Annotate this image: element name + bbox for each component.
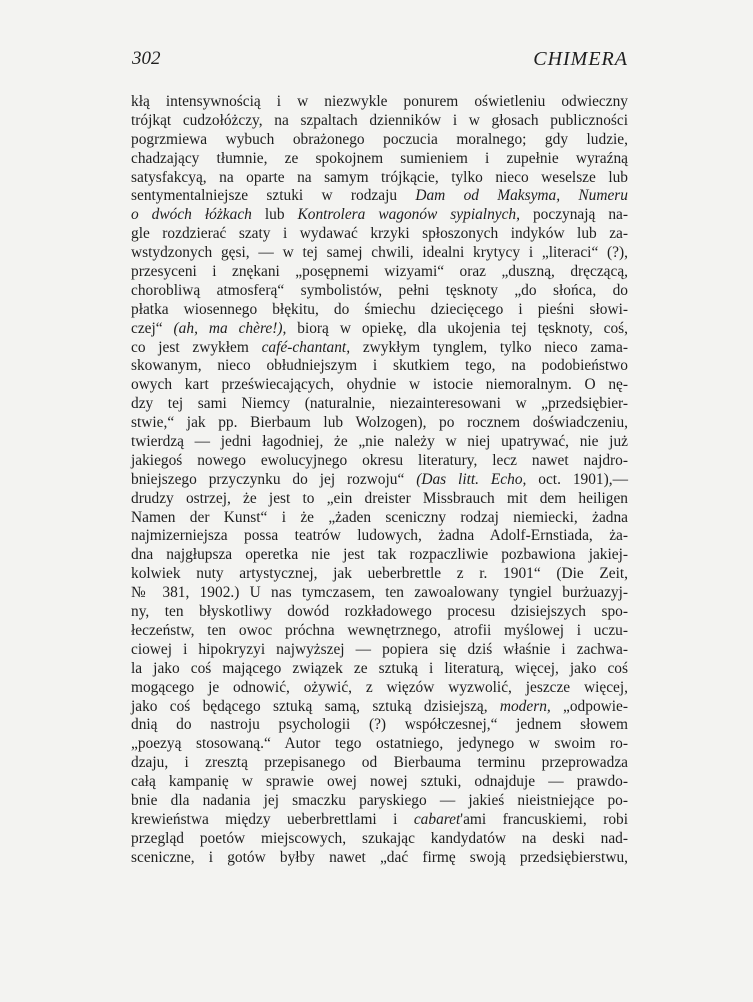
text-line — [131, 206, 628, 225]
text-segment: „odpowie- — [550, 697, 628, 715]
text-line — [131, 320, 628, 339]
text-segment: skowanym, nieco obłudniejszym i skutkiem tego, na podobieństwo — [131, 357, 628, 375]
italic-text: café-chantant, — [261, 338, 351, 356]
text-segment: krewieństwa między ueberbrettlami i — [131, 810, 414, 828]
text-line — [131, 471, 628, 490]
text-line — [131, 698, 628, 717]
text-segment: przesyceni i znękani „posępnemi wizyami“ oraz „duszną, dręczącą, — [131, 263, 628, 281]
text-segment: № 381, 1902.) U nas tymczasem, ten zawoalowany tyngiel burżuazyj- — [131, 584, 628, 602]
text-line — [131, 187, 628, 206]
text-segment: stwie,“ jak pp. Bierbaum lub Wolzogen), po rocznem doświadczeniu, — [131, 414, 628, 432]
italic-text: o dwóch łóżkach — [131, 206, 252, 224]
text-segment: kłą intensywnością i w niezwykle ponurem oświetleniu odwieczny — [131, 93, 628, 110]
text-line — [131, 527, 628, 546]
text-segment: jakiegoś nowego ewolucyjnego okresu literatury, lecz nawet najdro- — [131, 451, 628, 469]
text-line — [131, 263, 628, 282]
text-segment: bnie dla nadania jej smaczku paryskiego — jakieś nieistniejące po- — [131, 791, 628, 809]
text-line — [131, 622, 628, 641]
text-segment: pogrzmiewa wybuch obrażonego poczucia moralnego; gdy ludzie, — [131, 130, 628, 148]
text-segment: lub — [251, 206, 298, 224]
text-segment: poczynają na- — [519, 206, 628, 224]
text-line — [131, 603, 628, 622]
text-segment: sceniczne, i gotów byłby nawet „dać firmę swoją przedsiębierstwu, — [131, 848, 628, 866]
text-line — [131, 376, 628, 395]
text-segment: 'ami francuskiemi, robi — [460, 810, 629, 828]
text-line — [131, 414, 628, 433]
text-line — [131, 112, 628, 131]
italic-text: Kontrolera wagonów sypialnych, — [297, 206, 520, 224]
text-line — [131, 357, 628, 376]
body-text — [131, 93, 628, 868]
italic-text: cabaret — [413, 810, 461, 828]
text-segment: Namen der Kunst“ i że „żaden sceniczny rodzaj niemiecki, żadna — [131, 508, 628, 526]
text-segment: zwykłym tynglem, tylko nieco zama- — [350, 338, 628, 356]
text-segment: mogącego je odnowić, ożywić, z więzów wyzwolić, jeszcze więcej, — [131, 678, 628, 696]
text-line — [131, 339, 628, 358]
text-segment: wstydzonych gęsi, — w tej samej chwili, idealni krytycy i „literaci“ (?), — [131, 244, 628, 262]
text-line — [131, 93, 628, 112]
text-line — [131, 754, 628, 773]
text-line — [131, 225, 628, 244]
italic-text: (ah, ma chère!), — [173, 319, 287, 337]
text-line — [131, 452, 628, 471]
text-segment: całą kampanię w sprawie owej nowej sztuki, odnajduje — prawdo- — [131, 773, 628, 791]
text-line — [131, 660, 628, 679]
text-line — [131, 131, 628, 150]
text-line — [131, 811, 628, 830]
text-segment: chadzający tłumnie, ze spokojnem sumieniem i zupełnie wyraźną — [131, 149, 628, 167]
text-segment: bniejszego przyczynku do jej rozwoju“ — [131, 470, 417, 488]
text-line — [131, 433, 628, 452]
text-segment: jako coś będącego sztuką samą, sztuką dzisiejszą, — [131, 697, 500, 715]
text-segment: najmizerniejsza possa teatrów ludowych, żadna Adolf-Ernstiada, ża- — [131, 527, 628, 545]
text-segment: twierdzą — jedni łagodniej, że „nie należy w niej upatrywać, nie już — [131, 433, 628, 451]
text-segment: chorobliwą atmosferą“ symbolistów, pełni tęsknoty „do słońca, do — [131, 281, 628, 299]
text-segment: biorą w opiekę, dla ukojenia tej tęsknoty, coś, — [286, 319, 628, 337]
text-segment: oct. 1901),— — [526, 470, 628, 488]
text-line — [131, 679, 628, 698]
text-segment: sentymentalniejsze sztuki w rodzaju — [131, 187, 416, 205]
text-segment: przegląd poetów miejscowych, szukając kandydatów na deski nad- — [131, 829, 628, 847]
text-segment: ciowej i hipokryzyi najwyższej — popiera się dziś właśnie i zachwa- — [131, 640, 628, 658]
running-title: CHIMERA — [533, 48, 628, 70]
text-segment: dnią do nastroju psychologii (?) współczesnej,“ jednem słowem — [131, 716, 628, 734]
text-segment: ny, ten błyskotliwy dowód rozkładowego procesu dzisiejszych spo- — [131, 603, 628, 621]
text-segment: „poezyą stosowaną.“ Autor tego ostatniego, jedynego w swoim ro- — [131, 735, 628, 753]
text-line — [131, 395, 628, 414]
text-segment: czej“ — [131, 319, 174, 337]
text-line — [131, 584, 628, 603]
text-line — [131, 169, 628, 188]
text-line — [131, 244, 628, 263]
text-line — [131, 830, 628, 849]
text-line — [131, 490, 628, 509]
text-line — [131, 792, 628, 811]
text-segment: la jako coś mającego związek ze sztuką i literaturą, więcej, jako coś — [131, 659, 628, 677]
italic-text: (Das litt. Echo, — [416, 470, 527, 488]
text-segment: owych kart przeświecających, ohydnie w istocie niemoralnym. O nę- — [131, 376, 628, 394]
text-line — [131, 150, 628, 169]
text-segment: łeczeństw, ten owoc próchna wewnętrznego, atrofii myślowej i uczu- — [131, 621, 628, 639]
text-line — [131, 565, 628, 584]
text-line — [131, 773, 628, 792]
text-segment: drudzy ostrzej, że jest to „ein dreister Missbrauch mit dem heiligen — [131, 489, 628, 507]
text-line — [131, 301, 628, 320]
text-segment: gle rozdzierać szaty i wydawać krzyki spłoszonych indyków lub za- — [131, 225, 628, 243]
text-segment: satysfakcyą, na oparte na samym trójkącie, tylko nieco weselsze lub — [131, 168, 628, 186]
text-segment: dzaju, i zresztą przepisanego od Bierbauma terminu przeprowadza — [131, 754, 628, 772]
text-segment: co jest zwykłem — [131, 338, 262, 356]
italic-text: modern, — [499, 697, 551, 715]
text-line — [131, 282, 628, 301]
text-segment: płatka wiosennego błękitu, do śmiechu dziecięcego i pieśni słowi- — [131, 300, 628, 318]
text-line — [131, 509, 628, 528]
page-number: 302 — [132, 48, 161, 69]
text-line — [131, 735, 628, 754]
text-segment: dna najgłupsza operetka nie jest tak rozpaczliwie pozbawiona jakiej- — [131, 546, 628, 564]
text-segment: trójkąt cudzołóżczy, na szpaltach dzienników i w głosach publiczności — [131, 111, 628, 129]
italic-text: Dam od Maksyma, Numeru — [415, 187, 628, 205]
text-line — [131, 716, 628, 735]
text-line — [131, 849, 628, 868]
text-line — [131, 641, 628, 660]
text-segment: kolwiek nuty artystycznej, jak ueberbrettle z r. 1901“ (Die Zeit, — [131, 565, 628, 583]
text-segment: dzy tej sami Niemcy (naturalnie, niezainteresowani w „przedsiębier- — [131, 395, 628, 413]
text-line — [131, 546, 628, 565]
